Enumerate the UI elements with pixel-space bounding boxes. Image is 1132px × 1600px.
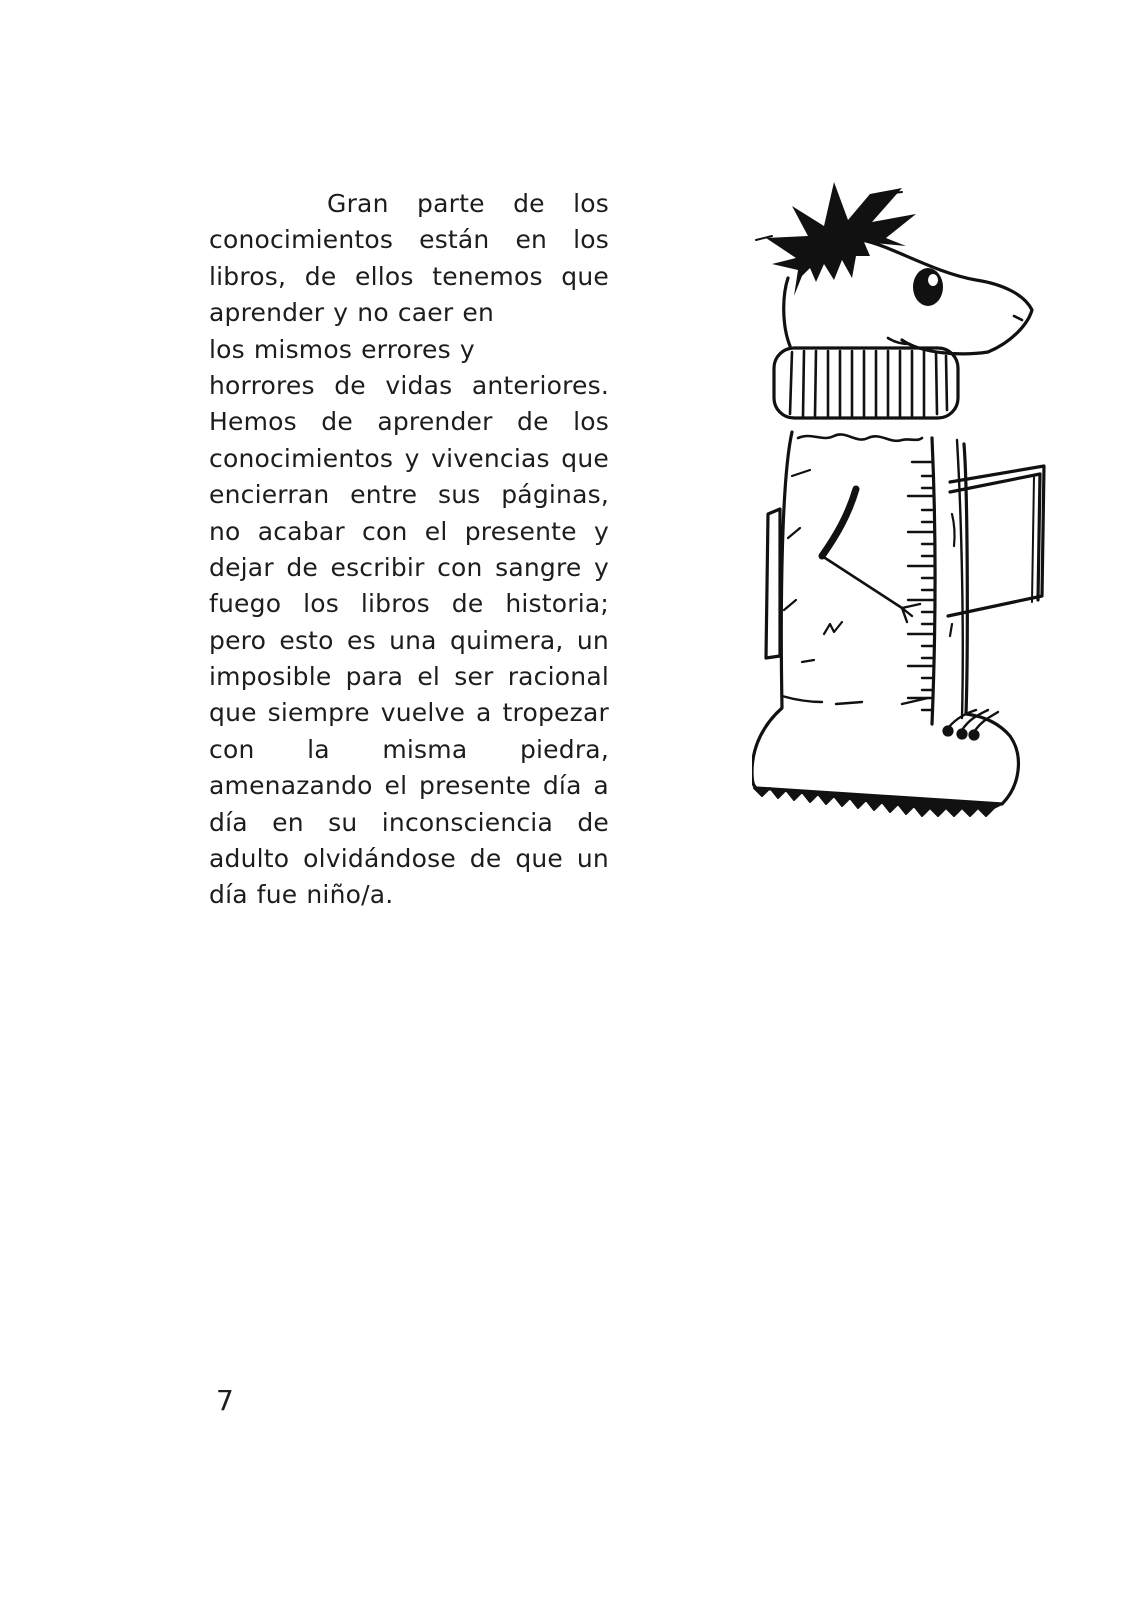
word: los xyxy=(573,225,609,255)
word: olvidándose xyxy=(303,844,456,874)
page-number: 7 xyxy=(216,1384,234,1417)
text-line xyxy=(209,404,609,440)
word: y xyxy=(459,334,475,364)
body-paragraph xyxy=(209,186,609,914)
word: de xyxy=(286,552,318,582)
word: conocimientos xyxy=(209,225,394,255)
word: con xyxy=(437,552,483,582)
word: aprender xyxy=(209,298,325,328)
word: escribir xyxy=(330,552,425,582)
word: vivencias xyxy=(431,443,550,473)
text-line xyxy=(209,550,609,586)
word: en xyxy=(515,225,548,255)
text-line xyxy=(209,477,609,513)
word: de xyxy=(517,407,549,437)
text-line xyxy=(209,259,609,295)
word: los xyxy=(209,334,245,364)
word: la xyxy=(307,734,330,764)
character-drawing-icon xyxy=(752,176,1052,826)
word: en xyxy=(272,807,304,837)
word: y xyxy=(333,298,349,328)
word: los xyxy=(573,407,609,437)
word: entre xyxy=(350,480,418,510)
word: piedra, xyxy=(519,734,609,764)
word: esto xyxy=(279,625,334,655)
word: una xyxy=(389,625,437,655)
word: pero xyxy=(209,625,267,655)
text-line xyxy=(209,441,609,477)
word: de xyxy=(334,370,366,400)
text-line xyxy=(209,514,609,550)
text-line xyxy=(209,623,609,659)
text-line xyxy=(209,222,609,258)
word: historia; xyxy=(505,589,609,619)
word: que xyxy=(515,844,564,874)
word: los xyxy=(573,189,609,218)
word: de xyxy=(304,261,337,291)
spiky-hair-icon xyxy=(756,182,916,296)
word: de xyxy=(469,844,502,874)
word: mismos xyxy=(253,334,353,364)
word: caer xyxy=(397,298,454,328)
word: que xyxy=(561,261,609,291)
word: dejar xyxy=(209,552,274,582)
word: están xyxy=(419,225,490,255)
word: el xyxy=(384,771,408,801)
word: aprender xyxy=(377,407,493,437)
word: de xyxy=(321,407,353,437)
text-line xyxy=(209,586,609,622)
text-line xyxy=(209,877,609,913)
word: misma xyxy=(382,734,468,764)
word: tenemos xyxy=(432,261,543,291)
word: ellos xyxy=(355,261,414,291)
word: a xyxy=(476,698,492,728)
word: que xyxy=(209,698,257,728)
word: niño/a. xyxy=(306,880,394,910)
word: a xyxy=(593,771,609,801)
word: Hemos xyxy=(209,407,297,437)
word: de xyxy=(513,189,545,218)
word: y xyxy=(593,516,609,546)
word: un xyxy=(576,844,609,874)
word: para xyxy=(345,662,404,692)
word: libros xyxy=(360,589,430,619)
word: no xyxy=(209,516,241,546)
word: los xyxy=(303,589,339,619)
word: un xyxy=(576,625,609,655)
word: no xyxy=(357,298,389,328)
text-line xyxy=(209,768,609,804)
text-line xyxy=(209,805,609,841)
word: conocimientos xyxy=(209,443,394,473)
word: tropezar xyxy=(502,698,609,728)
text-line xyxy=(209,841,609,877)
word: y xyxy=(404,443,420,473)
word: libros, xyxy=(209,261,287,291)
word: inconsciencia xyxy=(381,807,553,837)
word: fuego xyxy=(209,589,282,619)
text-line xyxy=(209,659,609,695)
word: de xyxy=(451,589,484,619)
text-line xyxy=(209,332,609,368)
word: encierran xyxy=(209,480,330,510)
word: y xyxy=(593,552,609,582)
word: presente xyxy=(419,771,532,801)
word: vuelve xyxy=(380,698,466,728)
word: día xyxy=(542,771,582,801)
word: con xyxy=(209,734,255,764)
word: día xyxy=(209,807,248,837)
cartoon-illustration xyxy=(752,176,1052,826)
word: parte xyxy=(417,189,485,218)
word: páginas, xyxy=(501,480,609,510)
word: fue xyxy=(256,880,298,910)
text-line xyxy=(209,732,609,768)
body-boot-icon xyxy=(752,432,1018,816)
text-line xyxy=(209,695,609,731)
word: es xyxy=(346,625,376,655)
word: imposible xyxy=(209,662,332,692)
word: vidas xyxy=(385,370,453,400)
word: en xyxy=(462,298,494,328)
word: amenazando xyxy=(209,771,373,801)
text-line xyxy=(209,368,609,404)
word: Gran xyxy=(327,189,389,218)
word: siempre xyxy=(267,698,370,728)
word: con xyxy=(362,516,408,546)
word: acabar xyxy=(257,516,345,546)
word: presente xyxy=(464,516,577,546)
word: día xyxy=(209,880,248,910)
collar-icon xyxy=(774,348,958,418)
word: errores xyxy=(361,334,451,364)
word: el xyxy=(424,516,448,546)
word: que xyxy=(561,443,609,473)
word: el xyxy=(417,662,441,692)
word: sangre xyxy=(495,552,582,582)
word: sus xyxy=(438,480,481,510)
word: de xyxy=(577,807,609,837)
word: adulto xyxy=(209,844,290,874)
word: ser xyxy=(454,662,494,692)
word: racional xyxy=(507,662,609,692)
word: quimera, xyxy=(450,625,564,655)
word: su xyxy=(328,807,358,837)
text-line xyxy=(209,186,609,222)
text-line xyxy=(209,295,609,331)
word: horrores xyxy=(209,370,315,400)
word: anteriores. xyxy=(471,370,609,400)
